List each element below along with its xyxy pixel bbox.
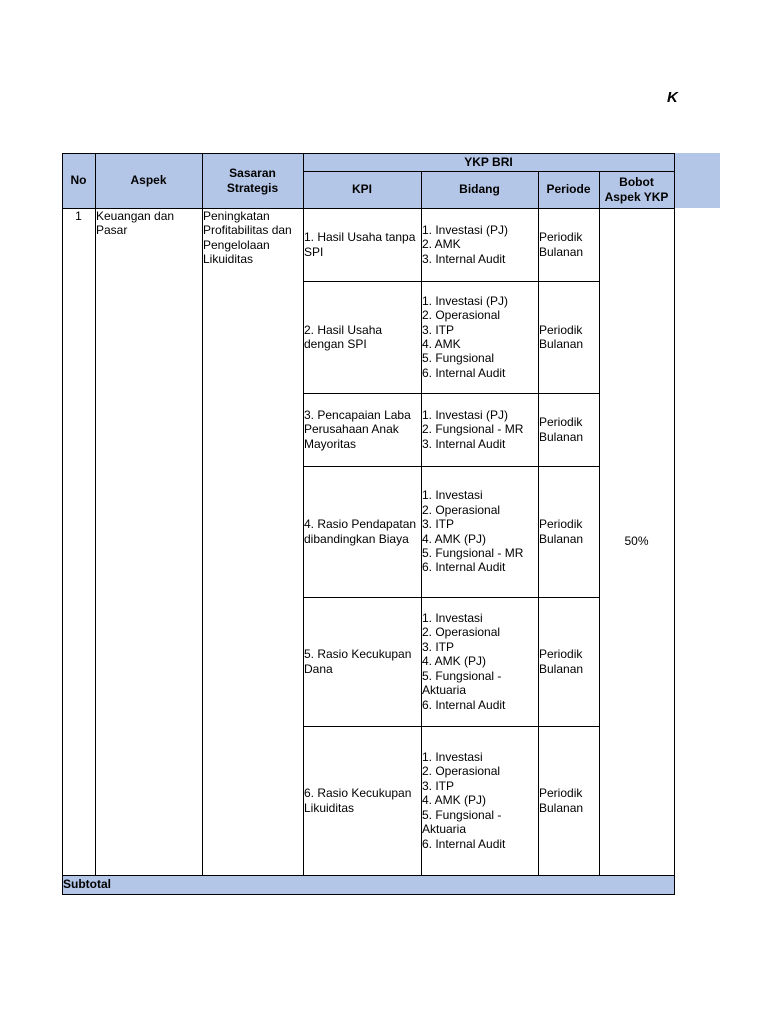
grid-line: [538, 171, 539, 876]
grid-line: [62, 894, 675, 895]
grid-line: [303, 597, 600, 598]
grid-line: [303, 281, 600, 282]
grid-line: [674, 153, 675, 876]
row-aspek: Keuangan dan Pasar: [96, 209, 175, 238]
grid-line: [303, 466, 600, 467]
kpi-cell: 5. Rasio Kecukupan Dana: [304, 647, 412, 676]
row-sasaran: Peningkatan Profitabilitas dan Pengelolaan Likuiditas: [203, 209, 292, 267]
kpi-cell: 2. Hasil Usaha dengan SPI: [304, 322, 383, 351]
kpi-cell: 3. Pencapaian Laba Perusahaan Anak Mayoritas: [304, 407, 411, 451]
periode-cell: Periodik Bulanan: [539, 517, 584, 546]
periode-cell: Periodik Bulanan: [539, 415, 584, 444]
grid-line: [674, 875, 675, 895]
bidang-cell: 1. Investasi 2. Operasional 3. ITP 4. AMK (PJ) 5. Fungsional - MR 6. Internal Audit: [422, 488, 524, 575]
page-title-fragment: K: [667, 89, 678, 106]
grid-line: [62, 208, 675, 209]
row-no: 1: [75, 209, 82, 223]
header-extension-band: [674, 153, 720, 208]
periode-cell: Periodik Bulanan: [539, 322, 584, 351]
header-no: No: [62, 153, 95, 208]
grid-line: [303, 171, 675, 172]
bidang-cell: 1. Investasi (PJ) 2. AMK 3. Internal Audit: [422, 222, 509, 266]
periode-cell: Periodik Bulanan: [539, 647, 584, 676]
grid-line: [421, 171, 422, 876]
bidang-cell: 1. Investasi 2. Operasional 3. ITP 4. AMK (PJ) 5. Fungsional - Aktuaria 6. Internal Audit: [422, 750, 506, 851]
grid-line: [62, 875, 675, 876]
kpi-cell: 6. Rasio Kecukupan Likuiditas: [304, 786, 412, 815]
header-periode: Periode: [538, 171, 599, 208]
grid-line: [303, 153, 304, 876]
grid-line: [202, 153, 203, 876]
periode-cell: Periodik Bulanan: [539, 230, 584, 259]
header-bidang: Bidang: [421, 171, 538, 208]
grid-line: [62, 153, 63, 876]
bidang-cell: 1. Investasi 2. Operasional 3. ITP 4. AMK (PJ) 5. Fungsional - Aktuaria 6. Internal Audit: [422, 611, 506, 712]
grid-line: [62, 153, 675, 154]
grid-line: [303, 393, 600, 394]
header-bobot: Bobot Aspek YKP: [599, 171, 674, 208]
header-sasaran: Sasaran Strategis: [202, 153, 303, 208]
header-kpi: KPI: [303, 171, 421, 208]
grid-line: [62, 875, 63, 895]
grid-line: [95, 153, 96, 876]
header-group-ykp-bri: YKP BRI: [303, 153, 674, 171]
bidang-cell: 1. Investasi (PJ) 2. Fungsional - MR 3. Internal Audit: [422, 407, 524, 451]
kpi-cell: 1. Hasil Usaha tanpa SPI: [304, 230, 416, 259]
row-bobot: 50%: [624, 534, 649, 549]
grid-line: [599, 171, 600, 876]
bidang-cell: 1. Investasi (PJ) 2. Operasional 3. ITP 4. AMK 5. Fungsional 6. Internal Audit: [422, 293, 509, 380]
kpi-cell: 4. Rasio Pendapatan dibandingkan Biaya: [304, 517, 417, 546]
subtotal-row: Subtotal: [62, 875, 674, 894]
grid-line: [303, 726, 600, 727]
periode-cell: Periodik Bulanan: [539, 786, 584, 815]
header-aspek: Aspek: [95, 153, 202, 208]
